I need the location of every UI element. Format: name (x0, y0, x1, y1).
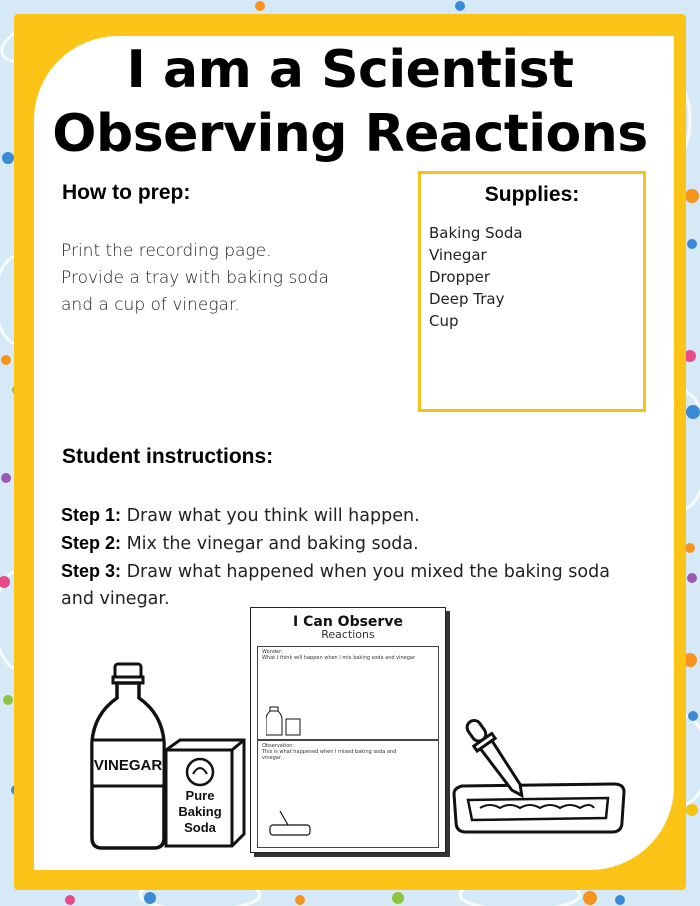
step-label: Step 2: (61, 533, 122, 553)
supply-item: Dropper (429, 268, 491, 286)
step-item (61, 558, 641, 613)
sheet-subtitle: Reactions (321, 628, 375, 641)
prep-text (61, 238, 329, 319)
supply-item: Vinegar (429, 246, 487, 264)
supplies-heading: Supplies: (484, 183, 580, 206)
step-label: Step 1: (61, 505, 122, 525)
mini-bottle-and-box-icon (266, 705, 306, 737)
prep-line: and a cup of vinegar. (61, 295, 240, 315)
observation-text: This is what happened when I mixed baking soda and (262, 749, 397, 755)
step-item (61, 530, 641, 558)
step-text: Draw what happened when you mixed the baking soda and vinegar. (61, 562, 610, 609)
wonder-label (262, 649, 415, 661)
wonder-label-text: Wonder: (262, 649, 283, 655)
prep-line: Provide a tray with baking soda (61, 268, 329, 288)
step-text: Draw what you think will happen. (121, 506, 420, 526)
recording-sheet-thumbnail (250, 607, 446, 853)
bottle-label: VINEGAR (93, 757, 163, 774)
observation-text: vinegar. (262, 755, 283, 761)
sheet-title: I Can Observe (293, 614, 403, 630)
wonder-panel (257, 646, 439, 740)
box-label-baking: Baking (178, 804, 222, 819)
supply-item: Cup (429, 312, 459, 330)
supply-item: Baking Soda (429, 224, 523, 242)
steps-list (61, 502, 641, 613)
prep-heading: How to prep: (62, 181, 191, 204)
mini-tray-icon (266, 809, 326, 839)
box-label-pure: Pure (185, 788, 215, 803)
observation-label-text: Observation: (262, 743, 295, 749)
prep-line: Print the recording page. (61, 241, 272, 261)
supplies-list (429, 222, 523, 332)
wonder-text: What I think will happen when I mix baking soda and vinegar (262, 655, 416, 661)
observation-label (262, 743, 396, 761)
supply-item: Deep Tray (429, 290, 505, 308)
dropper-and-tray-icon (446, 710, 632, 840)
page-title-line2: Observing Reactions (52, 104, 648, 164)
baking-soda-box-icon (160, 738, 250, 850)
supplies-box (418, 171, 646, 412)
instructions-heading: Student instructions: (62, 445, 274, 468)
step-label: Step 3: (61, 561, 122, 581)
vinegar-bottle-icon (88, 662, 168, 852)
box-label-soda: Soda (184, 820, 216, 835)
observation-panel (257, 740, 439, 848)
step-item (61, 502, 641, 530)
page-title-line1: I am a Scientist (126, 40, 574, 100)
step-text: Mix the vinegar and baking soda. (121, 534, 419, 554)
